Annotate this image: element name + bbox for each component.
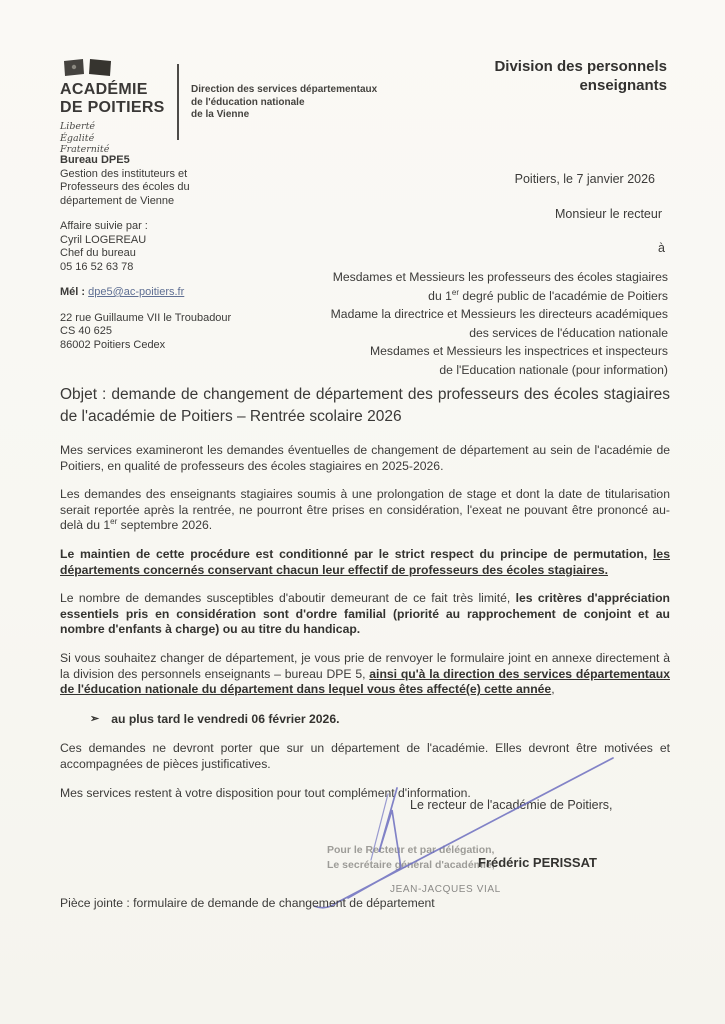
secretary-name: JEAN-JACQUES VIAL <box>390 884 501 895</box>
text-line: Professeurs des écoles du <box>60 181 190 193</box>
text-line: Égalité <box>60 132 95 144</box>
affaire-label: Affaire suivie par : <box>60 220 148 232</box>
text-line: Cyril LOGEREAU <box>60 233 147 246</box>
paragraph-5: Si vous souhaitez changer de département, je vous prie de renvoyer le formulaire joint en annexe directement à la division des personnels enseignants – bureau DPE 5, ainsi qu'à la direction des services départementaux de l'éducation nationale du département dans lequel vous êtes affecté(e) cette année, <box>60 650 670 697</box>
to-word: à <box>658 241 665 255</box>
letter-body <box>60 443 670 814</box>
bureau-detail <box>60 168 270 209</box>
text-line: Le secrétaire général d'académie, <box>327 858 495 871</box>
academy-name: ACADÉMIE DE POITIERS <box>60 81 165 116</box>
paragraph-4: Le nombre de demandes susceptibles d'aboutir demeurant de ce fait très limité, les critères d'appréciation essentiels pris en considération sont d'ordre familial (priorité au rapprochement de conjoint et au nombre d'enfants à charge) ou au titre du handicap. <box>60 591 670 637</box>
contact-lines <box>60 234 270 275</box>
arrow-bullet-icon: ➢ <box>90 712 100 725</box>
contact-block <box>60 220 270 274</box>
text-line: Division des personnels <box>494 58 667 75</box>
text-line: Liberté <box>60 121 96 132</box>
attachment-note: Pièce jointe : formulaire de demande de changement de département <box>60 896 435 910</box>
text-line: de l'éducation nationale <box>191 96 305 108</box>
motto <box>60 121 172 156</box>
email-line <box>60 286 270 300</box>
paragraph-6: Ces demandes ne devront porter que sur un département de l'académie. Elles devront être motivées et accompagnées de pièces justificatives. <box>60 741 670 771</box>
bureau-title: Bureau DPE5 <box>60 154 130 166</box>
text-line: 86002 Poitiers Cedex <box>60 338 166 351</box>
academy-logo <box>60 58 172 156</box>
subject-line: Objet : demande de changement de département des professeurs des écoles stagiaires de l'académie de Poitiers – Rentrée scolaire 2026 <box>60 386 670 425</box>
deadline-text: au plus tard le vendredi 06 février 2026. <box>111 711 340 726</box>
text-line: CS 40 625 <box>60 325 112 337</box>
text-line: Gestion des instituteurs et <box>60 167 188 180</box>
salutation: Monsieur le recteur <box>555 207 662 221</box>
text-line: 22 rue Guillaume VII le Troubadour <box>60 311 232 324</box>
recipient-line: Madame la directrice et Messieurs les directeurs académiques <box>330 307 668 321</box>
email-label: Mél : <box>60 286 89 298</box>
text-line: département de Vienne <box>60 194 175 207</box>
paragraph-3: Le maintien de cette procédure est conditionné par le strict respect du principe de permutation, les départements concernés conservant chacun leur effectif de professeurs des écoles stagiaires. <box>60 546 670 577</box>
text-line: Fraternité <box>60 144 110 155</box>
text-line: 05 16 52 63 78 <box>60 260 134 273</box>
closing-line: Le recteur de l'académie de Poitiers, <box>410 798 613 812</box>
paragraph-1: Mes services examineront les demandes éventuelles de changement de département au sein de l'académie de Poitiers, en qualité de professeurs des écoles stagiaires en 2025-2026. <box>60 443 670 473</box>
recipient-line: Mesdames et Messieurs les inspectrices et inspecteurs <box>369 344 668 358</box>
text-line: enseignants <box>579 76 667 94</box>
bureau-block <box>60 154 270 208</box>
paragraph-2: Les demandes des enseignants stagiaires soumis à une prolongation de stage et dont la date de titularisation serait reportée après la rentrée, ne pourront être prises en considération, l'exeat ne pouvant être prononcé au-delà du 1er septembre 2026. <box>60 487 670 533</box>
recipient-line: Mesdames et Messieurs les professeurs des écoles stagiaires <box>332 270 668 284</box>
delegation-stamp <box>327 843 495 872</box>
sender-block <box>60 154 270 364</box>
address-block <box>60 312 270 353</box>
recipient-line: de l'Education nationale (pour information) <box>439 362 668 377</box>
text-line: Chef du bureau <box>60 247 136 259</box>
header-divider <box>177 64 179 140</box>
marianne-flag-icon <box>62 58 114 77</box>
division-title <box>494 58 667 95</box>
date-line: Poitiers, le 7 janvier 2026 <box>514 172 655 186</box>
paragraph-7: Mes services restent à votre disposition pour tout complément d'information. <box>60 785 471 800</box>
signatory-name: Frédéric PERISSAT <box>478 855 597 870</box>
recipients-block <box>248 268 668 379</box>
recipient-line: des services de l'éducation nationale <box>469 325 668 340</box>
recipient-line: du 1er degré public de l'académie de Poitiers <box>428 287 668 303</box>
text-line: Direction des services départementaux <box>191 84 378 95</box>
text-line: de la Vienne <box>191 109 250 120</box>
deadline-bullet <box>90 712 670 728</box>
email-link[interactable]: dpe5@ac-poitiers.fr <box>88 286 185 298</box>
direction-block <box>191 84 377 122</box>
text-line: Pour le Recteur et par délégation, <box>327 844 495 856</box>
